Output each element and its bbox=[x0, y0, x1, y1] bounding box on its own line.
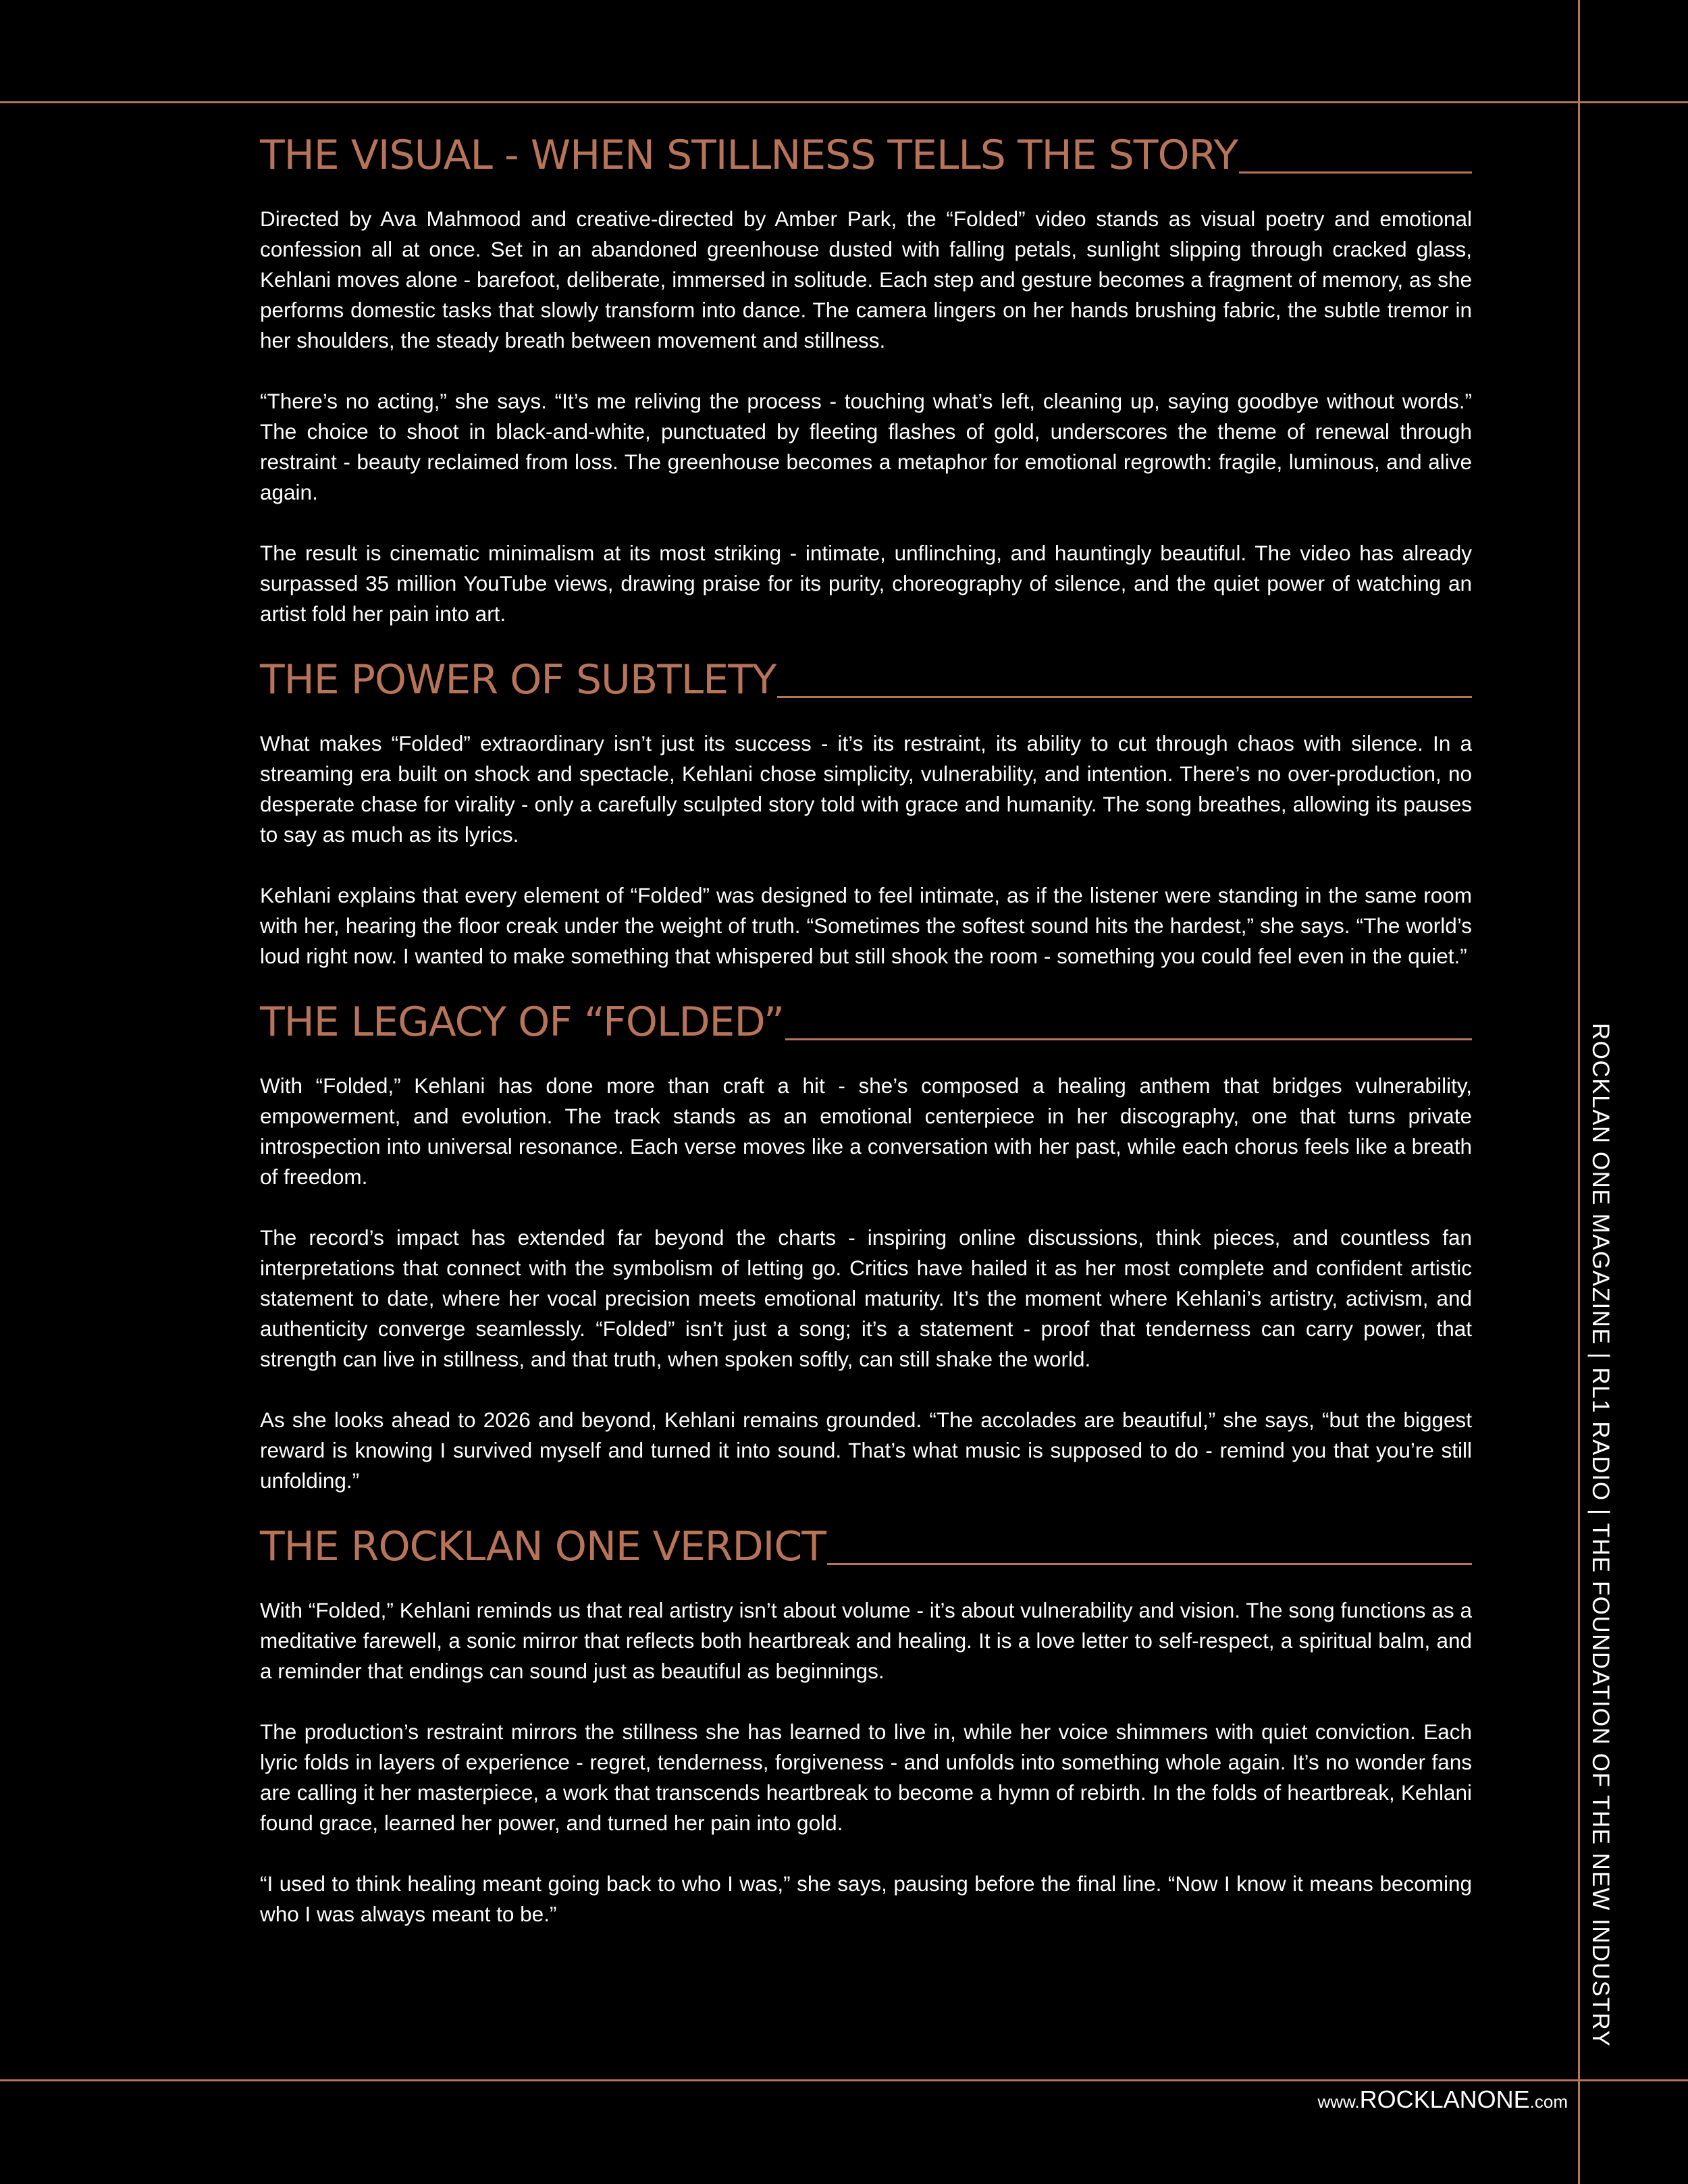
section-heading bbox=[260, 656, 1472, 703]
heading-underline bbox=[785, 1038, 1472, 1040]
section-heading bbox=[260, 1523, 1472, 1570]
section-the-visual bbox=[260, 132, 1472, 629]
heading-underline bbox=[1239, 171, 1472, 174]
section-heading-text: THE ROCKLAN ONE VERDICT bbox=[260, 1523, 826, 1570]
heading-underline bbox=[777, 696, 1472, 698]
section-heading bbox=[260, 998, 1472, 1046]
paragraph: The result is cinematic minimalism at its most striking - intimate, unflinching, and hauntingly beautiful. The video has already surpassed 35 million YouTube views, drawing praise for its purity, choreography of silence, and the quiet power of watching an artist fold her pain into art. bbox=[260, 541, 1472, 626]
paragraph: With “Folded,” Kehlani reminds us that real artistry isn’t about volume - it’s about vulnerability and vision. The song functions as a meditative farewell, a sonic mirror that reflects both heartbreak and healing. It is a love letter to self-respect, a spiritual balm, and a reminder that endings can sound just as beautiful as beginnings. bbox=[260, 1598, 1472, 1683]
sidebar-tagline: ROCKLAN ONE MAGAZINE | RL1 RADIO | THE FOUNDATION OF THE NEW INDUSTRY bbox=[1587, 1023, 1614, 2048]
section-heading-text: THE VISUAL - WHEN STILLNESS TELLS THE STORY bbox=[260, 132, 1238, 179]
paragraph: The production’s restraint mirrors the stillness she has learned to live in, while her voice shimmers with quiet conviction. Each lyric folds in layers of experience - regret, tenderness, forgiveness - and unfolds into something whole again. It’s no wonder fans are calling it her masterpiece, a work that transcends heartbreak to become a hymn of rebirth. In the folds of heartbreak, Kehlani found grace, learned her power, and turned her pain into gold. bbox=[260, 1720, 1472, 1835]
paragraph: “I used to think healing meant going back to who I was,” she says, pausing before the final line. “Now I know it means becoming who I was always meant to be.” bbox=[260, 1871, 1472, 1926]
section-power-of-subtlety bbox=[260, 656, 1472, 971]
section-heading bbox=[260, 132, 1472, 179]
section-heading-text: THE POWER OF SUBTLETY bbox=[260, 656, 776, 703]
footer-url-prefix: www. bbox=[1317, 2092, 1360, 2112]
paragraph: As she looks ahead to 2026 and beyond, Kehlani remains grounded. “The accolades are beautiful,” she says, “but the biggest reward is knowing I survived myself and turned it into sound. That’s what music is supposed to do - remind you that you’re still unfolding.” bbox=[260, 1408, 1472, 1493]
sidebar-rule bbox=[1578, 0, 1580, 2184]
article-body bbox=[260, 132, 1472, 1960]
top-rule bbox=[0, 101, 1688, 103]
paragraph: Kehlani explains that every element of “Folded” was designed to feel intimate, as if the listener were standing in the same room with her, hearing the floor creak under the weight of truth. “Sometimes the softest sound hits the hardest,” she says. “The world’s loud right now. I wanted to make something that whispered but still shook the room - something you could feel even in the quiet.” bbox=[260, 883, 1472, 968]
paragraph: With “Folded,” Kehlani has done more than craft a hit - she’s composed a healing anthem that bridges vulnerability, empowerment, and evolution. The track stands as an emotional centerpiece in her discography, one that turns private introspection into universal resonance. Each verse moves like a conversation with her past, while each chorus feels like a breath of freedom. bbox=[260, 1073, 1472, 1189]
footer-website-link[interactable] bbox=[1317, 2086, 1568, 2115]
bottom-rule bbox=[0, 2079, 1688, 2081]
paragraph: Directed by Ava Mahmood and creative-directed by Amber Park, the “Folded” video stands as visual poetry and emotional confession all at once. Set in an abandoned greenhouse dusted with falling petals, sunlight slipping through cracked glass, Kehlani moves alone - barefoot, deliberate, immersed in solitude. Each step and gesture becomes a fragment of memory, as she performs domestic tasks that slowly transform into dance. The camera lingers on her hands brushing fabric, the subtle tremor in her shoulders, the steady breath between movement and stillness. bbox=[260, 207, 1472, 352]
paragraph: “There’s no acting,” she says. “It’s me reliving the process - touching what’s left, cleaning up, saying goodbye without words.” The choice to shoot in black-and-white, punctuated by fleeting flashes of gold, underscores the theme of renewal through restraint - beauty reclaimed from loss. The greenhouse becomes a metaphor for emotional regrowth: fragile, luminous, and alive again. bbox=[260, 389, 1472, 504]
section-legacy-of-folded bbox=[260, 998, 1472, 1496]
section-heading-text: THE LEGACY OF “FOLDED” bbox=[260, 998, 785, 1046]
heading-underline bbox=[827, 1563, 1472, 1565]
paragraph: The record’s impact has extended far beyond the charts - inspiring online discussions, think pieces, and countless fan interpretations that connect with the symbolism of letting go. Critics have hailed it as her most complete and confident artistic statement to date, where her vocal precision meets emotional maturity. It’s the moment where Kehlani’s artistry, activism, and authenticity converge seamlessly. “Folded” isn’t just a song; it’s a statement - proof that tenderness can carry power, that strength can live in stillness, and that truth, when spoken softly, can still shake the world. bbox=[260, 1225, 1472, 1371]
footer-url-main: ROCKLANONE bbox=[1359, 2085, 1530, 2113]
footer-url-suffix: .com bbox=[1529, 2092, 1568, 2112]
section-rocklan-one-verdict bbox=[260, 1523, 1472, 1929]
paragraph: What makes “Folded” extraordinary isn’t just its success - it’s its restraint, its ability to cut through chaos with silence. In a streaming era built on shock and spectacle, Kehlani chose simplicity, vulnerability, and intention. There’s no over-production, no desperate chase for virality - only a carefully sculpted story told with grace and humanity. The song breathes, allowing its pauses to say as much as its lyrics. bbox=[260, 731, 1472, 847]
